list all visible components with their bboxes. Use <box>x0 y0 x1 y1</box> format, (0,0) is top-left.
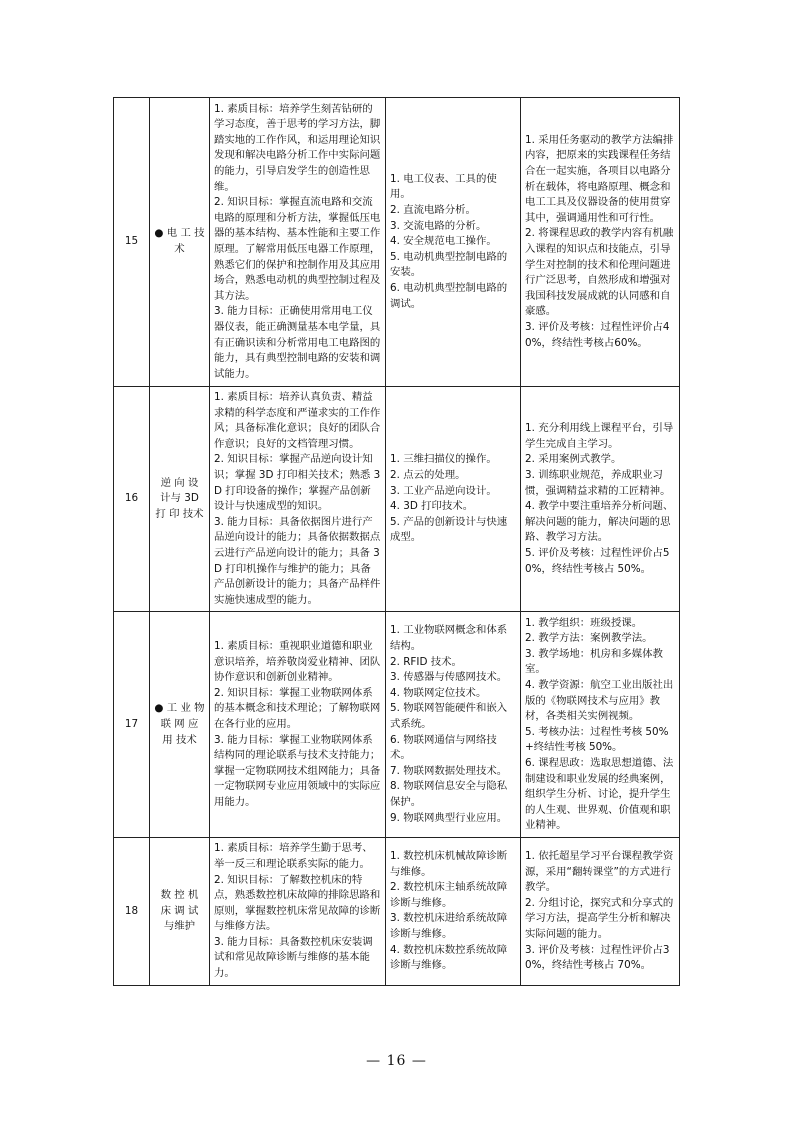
requirement-item: 1. 充分利用线上课程平台，引导学生完成自主学习。 <box>525 422 674 450</box>
table-row <box>114 98 680 387</box>
content-item: 1. 三维扫描仪的操作。 <box>390 453 497 466</box>
row-number: 15 <box>114 98 150 387</box>
content-item: 1. 工业物联网概念和体系结构。 <box>390 624 508 653</box>
content-item: 4. 安全规范电工操作。 <box>390 235 497 248</box>
goal-item: 1. 素质目标：重视职业道德和职业意识培养，培养敬岗爱业精神、团队协作意识和创新创业精神。 <box>214 640 381 684</box>
content-item: 9. 物联网典型行业应用。 <box>390 811 508 824</box>
goal-item: 1. 素质目标：培养学生勤于思考、举一反三和理论联系实际的能力。 <box>214 842 373 870</box>
content-item: 3. 数控机床进给系统故障诊断与维修。 <box>390 912 508 941</box>
course-content <box>386 98 521 387</box>
course-content <box>386 387 521 612</box>
course-goals <box>210 387 386 612</box>
content-item: 3. 传感器与传感网技术。 <box>390 671 508 684</box>
goal-item: 3. 能力目标：掌握工业物联网体系结构同的理论联系与技术支持能力；掌握一定物联网技术组网能力；具备一定物联网专业应用领域中的实际应用能力。 <box>214 733 381 808</box>
requirement-item: 2. 分组讨论，探究式和分享式的学习方法，提高学生分析和解决实际问题的能力。 <box>525 896 674 941</box>
table-row <box>114 838 680 985</box>
table-row <box>114 387 680 612</box>
content-item: 2. 直流电路分析。 <box>390 204 476 217</box>
content-item: 6. 物联网通信与网络技术。 <box>390 733 497 762</box>
goal-item: 3. 能力目标：正确使用常用电工仪器仪表，能正确测量基本电学量，具有正确识读和分析常用电工电路图的能力，具有典型控制电路的安装和调试能力。 <box>214 305 381 380</box>
page-number: — 16 — <box>366 1053 427 1069</box>
course-goals <box>210 98 386 387</box>
goal-item: 3. 能力目标：具备依据图片进行产品逆向设计的能力；具备依据数据点云进行产品逆向设计的能力；具备 3D 打印机操作与维护的能力；具备产品创新设计的能力；具备产品样件实施快速成型的能力。 <box>214 515 381 606</box>
course-goals <box>210 612 386 838</box>
table-row <box>114 612 680 838</box>
requirement-item: 2. 教学方法：案例教学法。 <box>525 632 653 645</box>
content-item: 8. 物联网信息安全与隐私保护。 <box>390 780 508 808</box>
content-item: 3. 工业产品逆向设计。 <box>390 484 497 497</box>
content-item: 5. 物联网智能硬件和嵌入式系统。 <box>390 702 508 731</box>
teaching-requirements <box>521 612 680 838</box>
content-item: 1. 数控机床机械故障诊断与维修。 <box>390 850 508 878</box>
course-name: ● 电 工 技术 <box>150 98 210 387</box>
goal-item: 3. 能力目标：具备数控机床安装调试和常见故障诊断与维修的基本能力。 <box>214 935 373 980</box>
content-item: 5. 产品的创新设计与快速成型。 <box>390 515 508 544</box>
course-table <box>113 97 680 986</box>
requirement-item: 2. 采用案例式教学。 <box>525 453 622 466</box>
requirement-item: 4. 教学中要注重培养分析问题、解决问题的能力，解决问题的思路、教学习方法。 <box>525 500 674 544</box>
requirement-item: 6. 课程思政：选取思想道德、法制建设和职业发展的经典案例，组织学生分析、讨论，提升学生的人生观、世界观、价值观和职业精神。 <box>525 757 674 832</box>
content-item: 4. 3D 打印技术。 <box>390 500 474 513</box>
teaching-requirements <box>521 387 680 612</box>
row-number: 17 <box>114 612 150 838</box>
course-content <box>386 612 521 838</box>
content-item: 2. 数控机床主轴系统故障诊断与维修。 <box>390 881 508 909</box>
requirement-item: 3. 训练职业规范，养成职业习惯，强调精益求精的工匠精神。 <box>525 468 671 497</box>
requirement-item: 3. 评价及考核：过程性评价占40%，终结性考核占60%。 <box>525 320 670 349</box>
content-item: 7. 物联网数据处理技术。 <box>390 764 508 777</box>
content-item: 3. 交流电路的分析。 <box>390 219 487 232</box>
requirement-item: 1. 依托超星学习平台课程教学资源，采用“翻转课堂”的方式进行教学。 <box>525 850 674 894</box>
content-item: 5. 电动机典型控制电路的安装。 <box>390 250 508 279</box>
row-number: 16 <box>114 387 150 612</box>
requirement-item: 3. 教学场地：机房和多媒体教室。 <box>525 647 663 676</box>
teaching-requirements <box>521 838 680 985</box>
goal-item: 1. 素质目标：培养学生刻苦钻研的学习态度，善于思考的学习方法，脚踏实地的工作作风，和运用理论知识发现和解决电路分析工作中实际问题的能力，引导启发学生的创造性思维。 <box>214 102 381 193</box>
content-item: 4. 数控机床数控系统故障诊断与维修。 <box>390 943 508 972</box>
goal-item: 2. 知识目标：掌握直流电路和交流电路的原理和分析方法，掌握低压电器的基本结构、基本性能和主要工作原理。了解常用低压电器工作原理，熟悉它们的保护和控制作用及其应用场合，熟悉电动机的典型控制过程及其方法。 <box>214 196 381 302</box>
content-item: 2. 点云的处理。 <box>390 468 466 481</box>
requirement-item: 3. 评价及考核：过程性评价占30%，终结性考核占 70%。 <box>525 943 670 972</box>
requirement-item: 5. 考核办法：过程性考核 50%+终结性考核 50%。 <box>525 725 669 754</box>
course-name: 数 控 机 床 调 试 与维护 <box>150 838 210 985</box>
requirement-item: 5. 评价及考核：过程性评价占50%，终结性考核占 50%。 <box>525 546 670 575</box>
requirement-item: 2. 将课程思政的教学内容有机融入课程的知识点和技能点，引导学生对控制的技术和伦理问题进行广泛思考，自然形成和增强对我国科技发展成就的认同感和自豪感。 <box>525 227 674 318</box>
requirement-item: 1. 采用任务驱动的教学方法编排内容，把原来的实践课程任务结合在一起实施，各项目以电路分析在载体，将电路原理、概念和电工工具及仪器设备的使用贯穿其中，强调通用性和可行性。 <box>525 133 674 224</box>
row-number: 18 <box>114 838 150 985</box>
goal-item: 2. 知识目标：掌握产品逆向设计知识；掌握 3D 打印相关技术；熟悉 3D 打印设备的操作；掌握产品创新设计与快速成型的知识。 <box>214 453 381 513</box>
requirement-item: 4. 教学资源：航空工业出版社出版的《物联网技术与应用》教材，各类相关实例视频。 <box>525 679 674 723</box>
goal-item: 1. 素质目标：培养认真负责、精益求精的科学态度和严谨求实的工作作风；具备标准化意识；良好的团队合作意识；良好的文档管理习惯。 <box>214 391 381 450</box>
content-item: 4. 物联网定位技术。 <box>390 686 487 699</box>
teaching-requirements <box>521 98 680 387</box>
goal-item: 2. 知识目标：掌握工业物联网体系的基本概念和技术理论；了解物联网在各行业的应用。 <box>214 686 381 731</box>
course-name: 逆 向 设 计与 3D 打 印 技术 <box>150 387 210 612</box>
goal-item: 2. 知识目标：了解数控机床的特点，熟悉数控机床故障的排除思路和原则，掌握数控机床常见故障的诊断与维修方法。 <box>214 873 381 933</box>
course-name: ● 工 业 物 联 网 应 用 技术 <box>150 612 210 838</box>
course-content <box>386 838 521 985</box>
course-goals <box>210 838 386 985</box>
requirement-item: 1. 教学组织：班级授课。 <box>525 616 643 629</box>
content-item: 6. 电动机典型控制电路的调试。 <box>390 281 508 310</box>
content-item: 1. 电工仪表、工具的使用。 <box>390 172 497 201</box>
content-item: 2. RFID 技术。 <box>390 655 462 668</box>
